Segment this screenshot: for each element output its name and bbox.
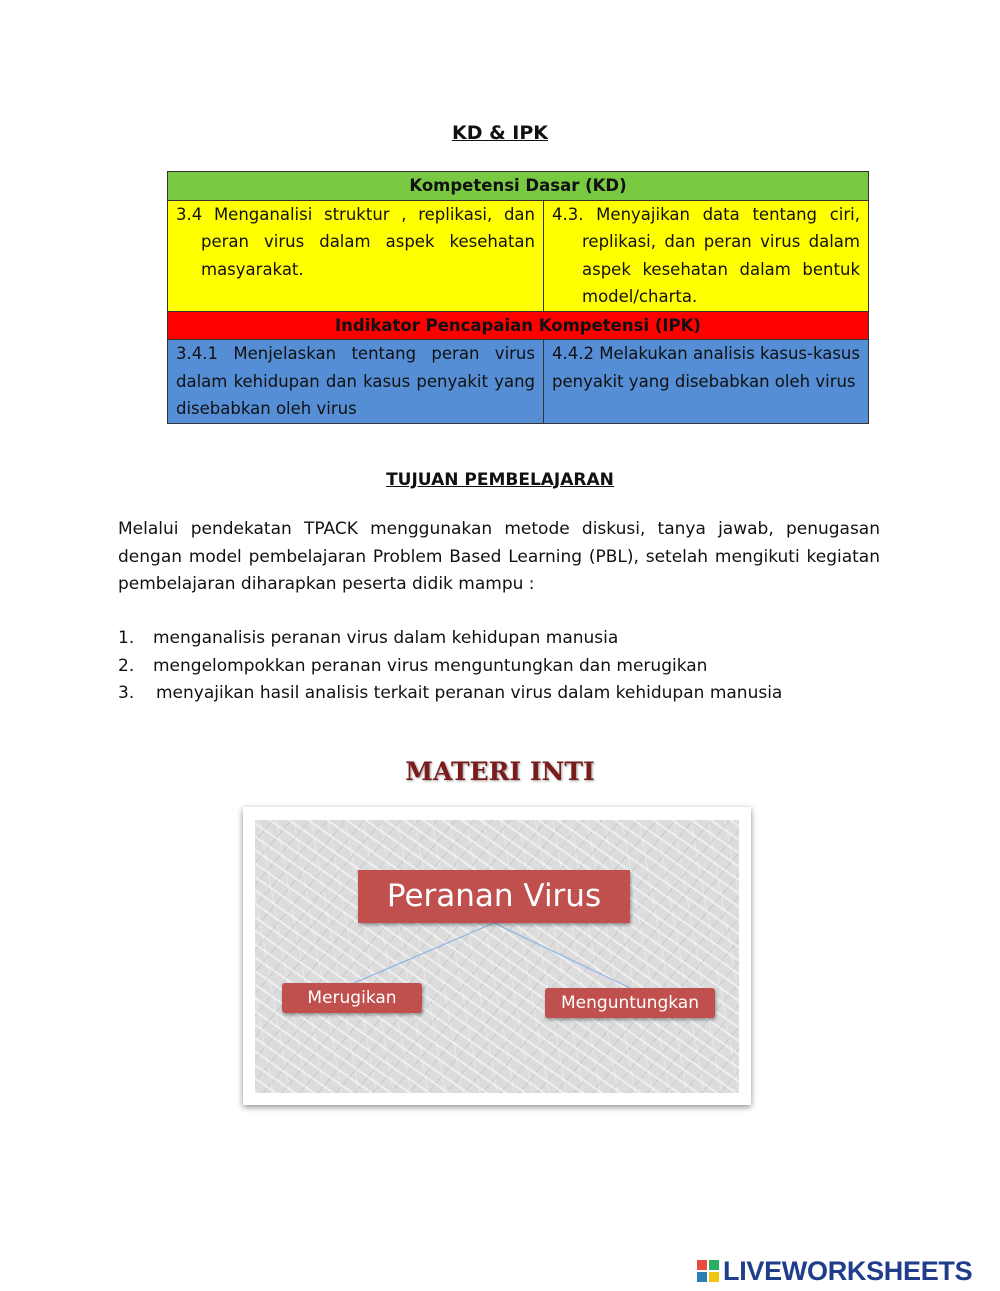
list-item bbox=[118, 653, 880, 681]
list-item-text: menganalisis peranan virus dalam kehidupan manusia bbox=[153, 628, 619, 648]
logo-text: LIVEWORKSHEETS bbox=[723, 1255, 973, 1286]
list-item bbox=[118, 680, 880, 708]
list-item-text: menyajikan hasil analisis terkait peranan virus dalam kehidupan manusia bbox=[156, 683, 783, 703]
kd-header: Kompetensi Dasar (KD) bbox=[168, 172, 869, 201]
node-menguntungkan: Menguntungkan bbox=[545, 988, 715, 1018]
list-item-number: 2. bbox=[118, 655, 135, 676]
logo-block bbox=[709, 1272, 719, 1282]
materi-title: MATERI INTI bbox=[405, 757, 595, 786]
logo-block bbox=[697, 1272, 707, 1282]
tujuan-intro: Melalui pendekatan TPACK menggunakan metode diskusi, tanya jawab, penugasan dengan model pembelajaran Problem Based Learning (PBL), setelah mengikuti kegiatan pembelajaran diharapkan peserta didik mampu : bbox=[118, 519, 880, 594]
list-item-number: 3. bbox=[118, 683, 135, 703]
ipk-cell-4-4-2: 4.4.2 Melakukan analisis kasus-kasus penyakit yang disebabkan oleh virus bbox=[544, 340, 869, 424]
ipk-header: Indikator Pencapaian Kompetensi (IPK) bbox=[168, 311, 869, 340]
kd-cell-4-3: 4.3. Menyajikan data tentang ciri, replikasi, dan peran virus dalam aspek kesehatan dalam bentuk model/charta. bbox=[544, 200, 869, 311]
connector-left bbox=[354, 923, 494, 983]
ipk-cell-3-4-1: 3.4.1 Menjelaskan tentang peran virus dalam kehidupan dan kasus penyakit yang disebabkan oleh virus bbox=[168, 340, 544, 424]
logo-block bbox=[709, 1260, 719, 1270]
list-item bbox=[118, 625, 880, 653]
list-item-text: mengelompokkan peranan virus menguntungkan dan merugikan bbox=[153, 655, 708, 676]
materi-diagram-image bbox=[243, 807, 751, 1105]
liveworksheets-logo[interactable] bbox=[697, 1254, 972, 1288]
page-title: KD & IPK bbox=[451, 122, 548, 144]
marble-background bbox=[255, 820, 739, 1093]
logo-block bbox=[697, 1260, 707, 1270]
kd-cell-3-4: 3.4 Menganalisi struktur , replikasi, dan peran virus dalam aspek kesehatan masyarakat. bbox=[168, 200, 544, 311]
node-merugikan: Merugikan bbox=[282, 983, 422, 1013]
logo-blocks-icon bbox=[697, 1260, 719, 1282]
list-item-number: 1. bbox=[118, 628, 135, 648]
goal-list bbox=[118, 625, 880, 708]
kd-ipk-table bbox=[167, 171, 869, 424]
connector-lines bbox=[255, 820, 739, 1093]
connector-right bbox=[494, 923, 630, 988]
node-peranan-virus: Peranan Virus bbox=[358, 870, 630, 923]
tujuan-title: TUJUAN PEMBELAJARAN bbox=[386, 470, 614, 490]
